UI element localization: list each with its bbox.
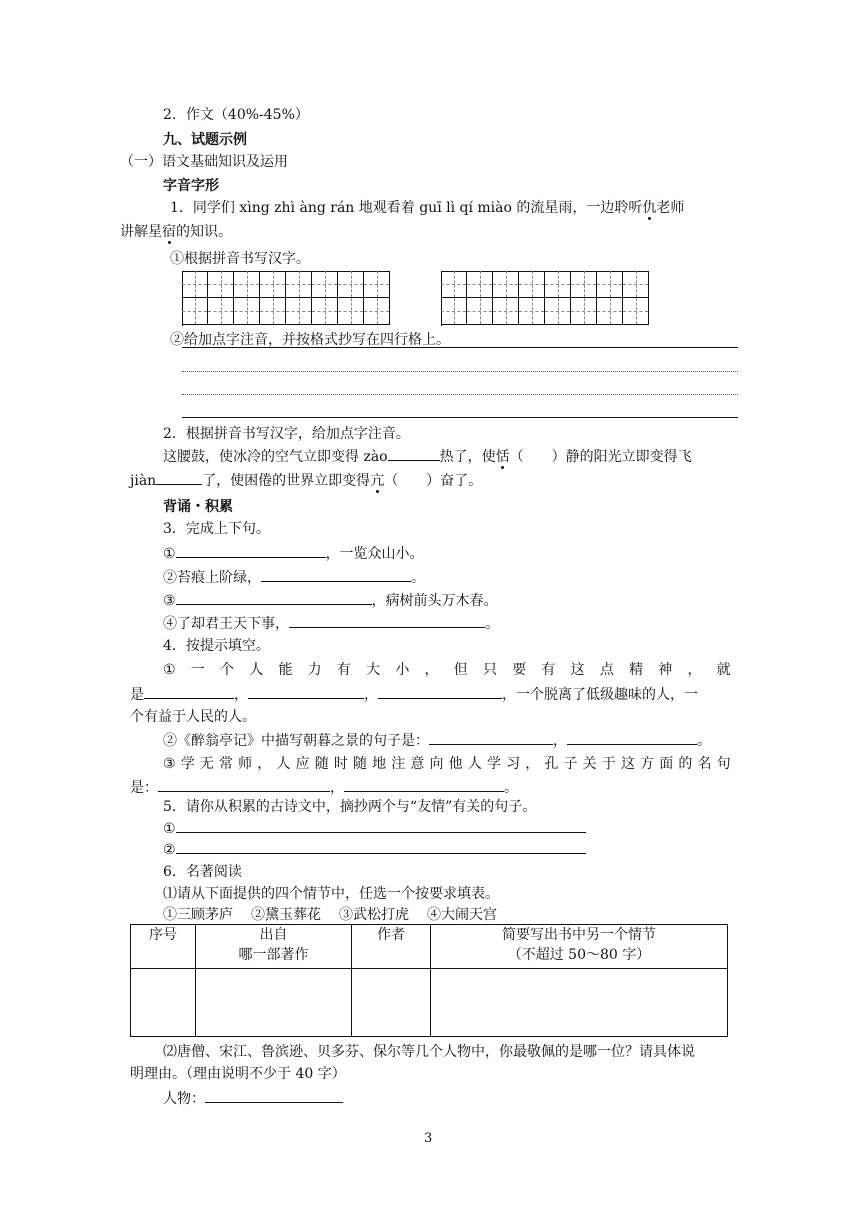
spread-char: 注	[391, 756, 406, 772]
th-source-line2: 哪一部著作	[238, 947, 309, 963]
zi-yin-zi-xing-heading: 字音字形	[163, 178, 219, 194]
q5-line2	[163, 839, 586, 860]
q4-blank-2[interactable]	[248, 684, 364, 699]
spread-char: 精	[629, 662, 644, 678]
spread-char: 于	[601, 756, 616, 772]
hanzi-cell[interactable]	[208, 271, 234, 298]
q2-text-c3: （ ）奋了。	[384, 473, 483, 489]
spread-char: 学	[486, 756, 501, 772]
hanzi-cell[interactable]	[519, 298, 545, 325]
q4-l2-end: 。	[697, 733, 711, 749]
hanzi-grid-left[interactable]	[182, 271, 390, 326]
q2-text-c1: jiàn	[130, 473, 157, 489]
q3-blank-4[interactable]	[289, 613, 485, 628]
hanzi-cell[interactable]	[208, 298, 234, 325]
q5-line1	[163, 818, 586, 839]
table-header-row	[131, 925, 728, 969]
option-4: ④大闹天宫	[427, 907, 497, 923]
option-2: ②黛玉葬花	[251, 907, 321, 923]
q6-title: 6．名著阅读	[163, 864, 242, 880]
spread-char: 时	[333, 756, 348, 772]
spread-char: 人	[276, 756, 291, 772]
hanzi-cell[interactable]	[519, 271, 545, 298]
hanzi-cell[interactable]	[571, 271, 597, 298]
q4-blank-3[interactable]	[378, 684, 502, 699]
hanzi-cell[interactable]	[364, 298, 390, 325]
four-line-rule-2	[182, 371, 738, 372]
q2-text-b2: 热了，使	[439, 449, 496, 465]
q3-l4-end: 。	[485, 616, 499, 632]
q1-line2	[120, 222, 232, 242]
spread-char: 关	[582, 756, 597, 772]
spread-char: 这	[570, 662, 585, 678]
q1-text-a: 1．同学们 xìng zhì àng rán 地观看着 guī lì qí miào 的流星雨，一边聆听	[170, 200, 643, 216]
q3-blank-3[interactable]	[176, 590, 372, 605]
q4-l1b-b: ，	[234, 687, 248, 703]
option-1: ①三顾茅庐	[163, 907, 233, 923]
person-label: 人物：	[163, 1091, 205, 1107]
spread-char: ，	[424, 662, 439, 678]
th-source	[196, 925, 352, 969]
option-3: ③武松打虎	[339, 907, 409, 923]
hanzi-cell[interactable]	[312, 298, 338, 325]
q2-text-c2: 了，使困倦的世界立即变得	[202, 473, 371, 489]
part-one-heading: （一）语文基础知识及运用	[120, 154, 288, 170]
q1-text-c: 讲解星	[120, 224, 162, 240]
q6-options	[163, 905, 497, 925]
q5-blank-1[interactable]	[176, 818, 586, 833]
hanzi-cell[interactable]	[493, 298, 519, 325]
q3-line3	[163, 590, 498, 611]
q4-l2-comma: ，	[553, 733, 567, 749]
hanzi-cell[interactable]	[286, 271, 312, 298]
q6-sub1: ⑴请从下面提供的四个情节中，任选一个按要求填表。	[163, 886, 499, 902]
cell-plot[interactable]	[431, 969, 728, 1037]
q2-blank-zao[interactable]	[388, 446, 440, 461]
q4-blank-7[interactable]	[344, 777, 504, 792]
hanzi-cell[interactable]	[441, 298, 467, 325]
q3-l2-end: 。	[411, 570, 425, 586]
q3-l3-text: ，病树前头万木春。	[371, 593, 498, 609]
q2-dotted-char-1: 恬	[495, 449, 510, 465]
q4-line3b	[130, 777, 518, 798]
spread-char: 的	[678, 756, 693, 772]
hanzi-cell[interactable]	[338, 271, 364, 298]
q6-person	[163, 1088, 343, 1109]
hanzi-cell[interactable]	[493, 271, 519, 298]
q4-title: 4．按提示填空。	[163, 638, 270, 654]
q4-line2	[163, 730, 711, 751]
spread-char: 点	[599, 662, 614, 678]
spread-char: 就	[716, 662, 731, 678]
q5-l1-num: ①	[163, 821, 176, 837]
q3-blank-1[interactable]	[176, 543, 326, 558]
q4-l3b-a: 是：	[130, 780, 158, 796]
cell-number[interactable]	[131, 969, 196, 1037]
q3-blank-2[interactable]	[261, 567, 411, 582]
q4-l1b-c: ，	[364, 687, 378, 703]
hanzi-cell[interactable]	[597, 271, 623, 298]
spread-char: 人	[467, 756, 482, 772]
hanzi-cell[interactable]	[623, 271, 649, 298]
spread-char: 地	[372, 756, 387, 772]
q4-line1	[163, 660, 731, 680]
hanzi-cell[interactable]	[441, 271, 467, 298]
q1-line1	[170, 198, 684, 218]
q3-line1	[163, 543, 424, 564]
spread-char: ，	[257, 756, 272, 772]
spread-char: 神	[658, 662, 673, 678]
q6-sub2a: ⑵唐僧、宋江、鲁滨逊、贝多芬、保尔等几个人物中，你最敬佩的是哪一位？请具体说	[163, 1044, 695, 1060]
section-essay: 2．作文（40%-45%）	[163, 107, 309, 123]
hanzi-cell[interactable]	[234, 298, 260, 325]
spread-char: 小	[395, 662, 410, 678]
q4-line3	[163, 754, 731, 774]
q4-l1b-a: 是	[130, 687, 144, 703]
q3-l2-text: ②苔痕上阶绿，	[163, 570, 261, 586]
q2-line2	[130, 470, 482, 491]
q4-blank-1[interactable]	[144, 684, 234, 699]
hanzi-grid-right[interactable]	[441, 271, 649, 326]
spread-char: 师	[238, 756, 253, 772]
spread-char: 名	[697, 756, 712, 772]
spread-char: 意	[410, 756, 425, 772]
spread-char: 习	[506, 756, 521, 772]
spread-char: 常	[218, 756, 233, 772]
hanzi-cell[interactable]	[182, 298, 208, 325]
q5-blank-2[interactable]	[176, 839, 586, 854]
spread-char: ，	[525, 756, 540, 772]
q4-l3b-c: 。	[504, 780, 518, 796]
q3-title: 3．完成上下句。	[163, 521, 270, 537]
q1-sub1: ①根据拼音书写汉字。	[170, 251, 310, 267]
spread-char: 方	[640, 756, 655, 772]
spread-char: 有	[541, 662, 556, 678]
spread-char: 力	[307, 662, 322, 678]
hanzi-cell[interactable]	[182, 271, 208, 298]
q4-l1b-d: ，一个脱离了低级趣味的人，一	[502, 687, 698, 703]
spread-char: 无	[199, 756, 214, 772]
hanzi-cell[interactable]	[286, 298, 312, 325]
q3-l1-num: ①	[163, 546, 176, 562]
th-number: 序号	[131, 925, 196, 969]
four-line-rule-1	[182, 347, 738, 348]
spread-char: 随	[352, 756, 367, 772]
th-plot-line1: 简要写出书中另一个情节	[502, 927, 656, 943]
spread-char: 子	[563, 756, 578, 772]
spread-char: 一	[190, 662, 205, 678]
hanzi-cell[interactable]	[467, 298, 493, 325]
q3-l3-num: ③	[163, 593, 176, 609]
spread-char: 有	[336, 662, 351, 678]
q4-blank-5[interactable]	[567, 730, 697, 745]
spread-char: 学	[180, 756, 195, 772]
spread-char: 只	[482, 662, 497, 678]
hanzi-cell[interactable]	[545, 298, 571, 325]
spread-char: 向	[429, 756, 444, 772]
hanzi-cell[interactable]	[260, 271, 286, 298]
spread-char: 人	[249, 662, 264, 678]
section-examples-heading: 九、试题示例	[163, 132, 247, 148]
q4-blank-6[interactable]	[158, 777, 330, 792]
table-row[interactable]	[131, 969, 728, 1037]
spread-char: 面	[659, 756, 674, 772]
q2-text-b3: （ ）静的阳光立即变得飞	[509, 449, 692, 465]
hanzi-cell[interactable]	[623, 298, 649, 325]
q1-text-b: 老师	[656, 200, 685, 216]
q2-line1	[163, 446, 692, 467]
q6-sub2b: 明理由。（理由说明不少于 40 字）	[130, 1066, 346, 1082]
spread-char: 应	[295, 756, 310, 772]
q3-l1-text: ，一览众山小。	[325, 546, 424, 562]
q5-title: 5．请你从积累的古诗文中，摘抄两个与“友情”有关的句子。	[163, 799, 537, 815]
spread-char: ，	[687, 662, 702, 678]
q4-line1c: 个有益于人民的人。	[130, 709, 256, 725]
spread-char: ③	[163, 756, 176, 772]
cell-source[interactable]	[196, 969, 352, 1037]
th-author: 作者	[352, 925, 431, 969]
spread-char: 孔	[544, 756, 559, 772]
bei-song-heading: 背诵・积累	[163, 499, 233, 515]
spread-char: 要	[512, 662, 527, 678]
hanzi-cell[interactable]	[312, 271, 338, 298]
q1-text-d: 的知识。	[176, 224, 232, 240]
q1-dotted-char-1: 仇	[642, 200, 657, 216]
th-plot	[431, 925, 728, 969]
q4-blank-4[interactable]	[429, 730, 553, 745]
four-line-rule-4	[182, 417, 738, 418]
th-source-line1: 出自	[259, 927, 288, 943]
q4-l3b-b: ，	[330, 780, 344, 796]
q1-sub2: ②给加点字注音，并按格式抄写在四行格上。	[170, 332, 450, 348]
page-number: 3	[424, 1131, 433, 1146]
spread-char: 大	[366, 662, 381, 678]
q2-title: 2．根据拼音书写汉字，给加点字注音。	[163, 426, 410, 442]
spread-char: 句	[716, 756, 731, 772]
q4-line1b	[130, 684, 698, 705]
hanzi-cell[interactable]	[338, 298, 364, 325]
hanzi-cell[interactable]	[364, 271, 390, 298]
hanzi-cell[interactable]	[597, 298, 623, 325]
q5-l2-num: ②	[163, 842, 176, 858]
q2-text-b1: 这腰鼓，使冰冷的空气立即变得 zào	[163, 449, 388, 465]
spread-char: 能	[278, 662, 293, 678]
cell-author[interactable]	[352, 969, 431, 1037]
hanzi-cell[interactable]	[571, 298, 597, 325]
q4-l2-text: ②《醉翁亭记》中描写朝暮之景的句子是：	[163, 733, 429, 749]
q6-answer-table	[130, 924, 728, 1037]
hanzi-cell[interactable]	[260, 298, 286, 325]
q3-l4-text: ④了却君王天下事，	[163, 616, 289, 632]
q1-dotted-char-2: 宿	[162, 224, 176, 240]
q2-blank-jian[interactable]	[156, 470, 202, 485]
q2-dotted-char-2: 亢	[370, 473, 385, 489]
hanzi-cell[interactable]	[234, 271, 260, 298]
hanzi-cell[interactable]	[467, 271, 493, 298]
person-blank[interactable]	[205, 1088, 343, 1103]
q3-line4	[163, 613, 499, 634]
spread-char: 这	[620, 756, 635, 772]
q3-line2	[163, 567, 425, 588]
hanzi-cell[interactable]	[545, 271, 571, 298]
spread-char: 他	[448, 756, 463, 772]
four-line-rule-3	[182, 394, 738, 395]
spread-char: ①	[163, 662, 176, 678]
spread-char: 随	[314, 756, 329, 772]
spread-char: 个	[220, 662, 234, 678]
th-plot-line2: （不超过 50～80 字）	[507, 947, 651, 963]
spread-char: 但	[453, 662, 468, 678]
